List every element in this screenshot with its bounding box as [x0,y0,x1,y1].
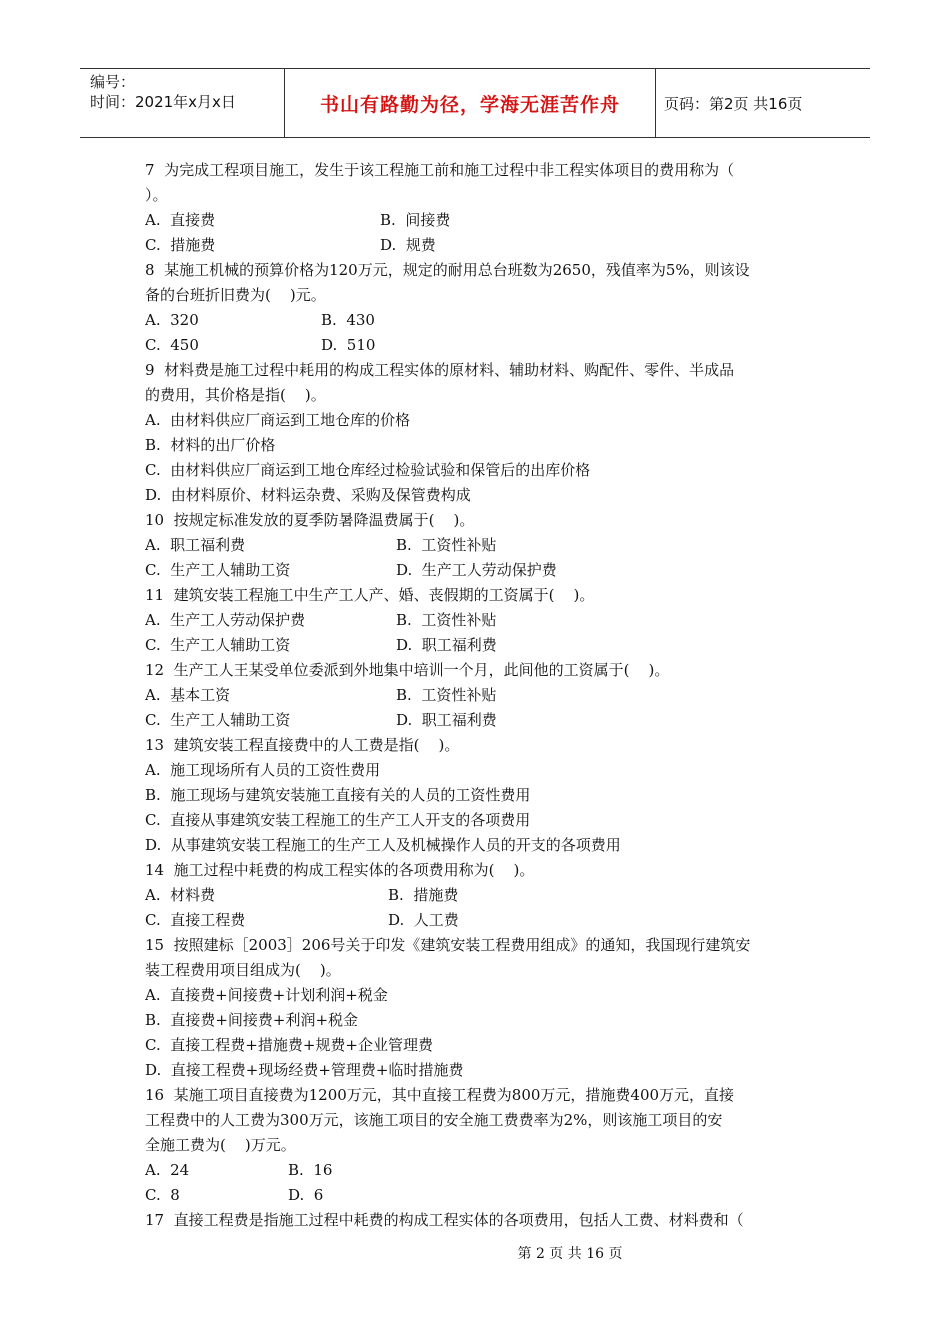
text-line: C. 由材料供应厂商运到工地仓库经过检验试验和保管后的出库价格 [145,461,591,479]
text-line: 15 按照建标［2003］206号关于印发《建筑安装工程费用组成》的通知，我国现行建筑安 [145,936,751,954]
option-row [145,1183,815,1208]
text-line: 7 为完成工程项目施工，发生于该工程施工前和施工过程中非工程实体项目的费用称为（ [145,161,735,179]
option-text: B. 间接费 [380,211,451,229]
option-text: D. 510 [321,336,376,354]
text-line: 14 施工过程中耗费的构成工程实体的各项费用称为( )。 [145,861,535,879]
text-line: 工程费中的人工费为300万元，该施工项目的安全施工费费率为2%，则该施工项目的安 [145,1111,723,1129]
option-row [145,558,815,583]
option-text: A. 材料费 [145,886,216,904]
option-text: B. 工资性补贴 [396,536,497,554]
document-number-label: 编号： [90,73,136,91]
option-text: A. 直接费 [145,211,216,229]
page-header [80,68,870,138]
option-text: B. 措施费 [388,886,459,904]
text-line: 备的台班折旧费为( )元。 [145,286,326,304]
text-line: 17 直接工程费是指施工过程中耗费的构成工程实体的各项费用，包括人工费、材料费和（ [145,1211,744,1229]
option-text: B. 430 [321,311,375,329]
text-line: A. 由材料供应厂商运到工地仓库的价格 [145,411,411,429]
text-line: A. 施工现场所有人员的工资性费用 [145,761,381,779]
option-text: A. 职工福利费 [145,536,246,554]
header-page-number: 页码：第2页 共16页 [664,94,803,113]
text-line: B. 施工现场与建筑安装施工直接有关的人员的工资性费用 [145,786,531,804]
text-line: D. 由材料原价、材料运杂费、采购及保管费构成 [145,486,471,504]
text-line: 10 按规定标准发放的夏季防暑降温费属于( )。 [145,511,475,529]
option-text: A. 320 [145,311,199,329]
option-row [145,683,815,708]
option-text: C. 生产工人辅助工资 [145,561,291,579]
option-text: B. 工资性补贴 [396,611,497,629]
option-text: B. 工资性补贴 [396,686,497,704]
text-line: 的费用，其价格是指( )。 [145,386,326,404]
text-line: B. 材料的出厂价格 [145,436,276,454]
document-date: 时间：2021年x月x日 [90,93,236,111]
option-row [145,883,815,908]
option-text: D. 人工费 [388,911,459,929]
option-row [145,208,815,233]
option-text: C. 直接工程费 [145,911,246,929]
option-row [145,608,815,633]
option-text: C. 8 [145,1186,180,1204]
question-body [145,158,815,1233]
text-line: ）。 [145,186,168,204]
text-line: D. 直接工程费+现场经费+管理费+临时措施费 [145,1061,464,1079]
text-line: C. 直接从事建筑安装工程施工的生产工人开支的各项费用 [145,811,531,829]
text-line: D. 从事建筑安装工程施工的生产工人及机械操作人员的开支的各项费用 [145,836,621,854]
text-line: B. 直接费+间接费+利润+税金 [145,1011,359,1029]
option-text: C. 措施费 [145,236,216,254]
header-meta [80,69,284,137]
option-text: A. 生产工人劳动保护费 [145,611,306,629]
option-text: C. 生产工人辅助工资 [145,711,291,729]
text-line: C. 直接工程费+措施费+规费+企业管理费 [145,1036,433,1054]
option-text: A. 24 [145,1161,190,1179]
text-line: 全施工费为( )万元。 [145,1136,296,1154]
option-row [145,633,815,658]
option-row [145,1158,815,1183]
option-row [145,533,815,558]
text-line: 12 生产工人王某受单位委派到外地集中培训一个月，此间他的工资属于( )。 [145,661,670,679]
option-row [145,308,815,333]
option-text: D. 6 [288,1186,324,1204]
option-row [145,708,815,733]
text-line: 装工程费用项目组成为( )。 [145,961,341,979]
option-text: B. 16 [288,1161,333,1179]
option-text: C. 生产工人辅助工资 [145,636,291,654]
option-text: A. 基本工资 [145,686,231,704]
page-footer: 第 2 页 共 16 页 [517,1246,623,1262]
option-row [145,908,815,933]
option-row [145,233,815,258]
header-slogan: 书山有路勤为径，学海无涯苦作舟 [284,69,656,137]
option-text: D. 生产工人劳动保护费 [396,561,557,579]
text-line: 8 某施工机械的预算价格为120万元，规定的耐用总台班数为2650，残值率为5%，则该设 [145,261,750,279]
text-line: A. 直接费+间接费+计划利润+税金 [145,986,388,1004]
option-text: D. 职工福利费 [396,636,497,654]
text-line: 13 建筑安装工程直接费中的人工费是指( )。 [145,736,460,754]
option-text: D. 规费 [380,236,436,254]
option-text: C. 450 [145,336,199,354]
option-row [145,333,815,358]
option-text: D. 职工福利费 [396,711,497,729]
text-line: 11 建筑安装工程施工中生产工人产、婚、丧假期的工资属于( )。 [145,586,595,604]
text-line: 9 材料费是施工过程中耗用的构成工程实体的原材料、辅助材料、购配件、零件、半成品 [145,361,735,379]
text-line: 16 某施工项目直接费为1200万元，其中直接工程费为800万元，措施费400万元，直接 [145,1086,735,1104]
